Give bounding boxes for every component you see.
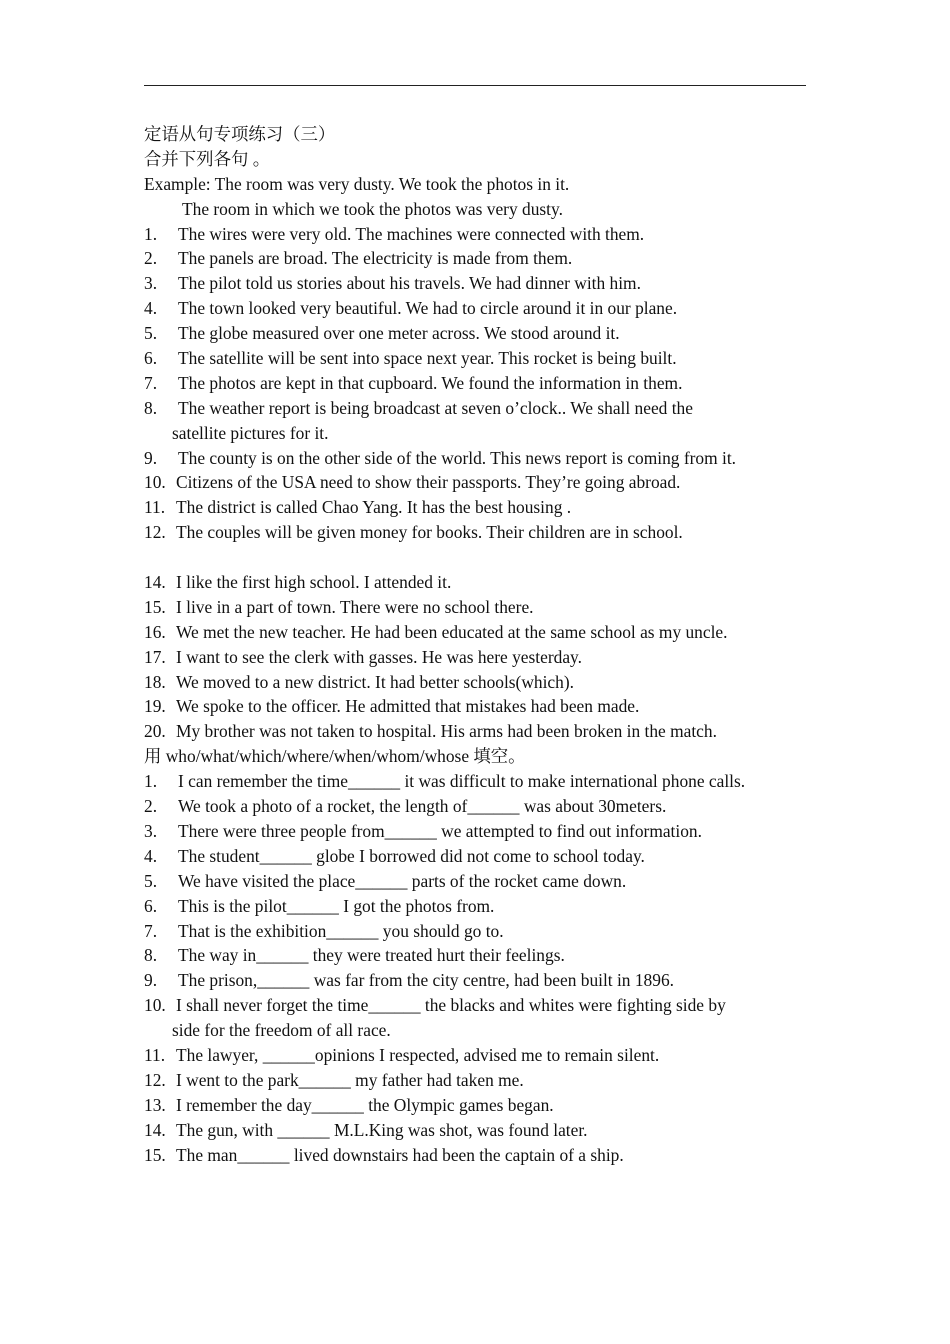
list-item — [144, 396, 814, 421]
item-text: We met the new teacher. He had been educated at the same school as my uncle. — [176, 621, 728, 642]
list-item — [144, 719, 814, 744]
item-text: The district is called Chao Yang. It has the best housing . — [176, 497, 572, 518]
item-text: The couples will be given money for books. Their children are in school. — [176, 522, 683, 543]
list-item — [144, 844, 814, 869]
item-text: I went to the park______ my father had taken me. — [176, 1069, 524, 1090]
section2-instruction: 用 who/what/which/where/when/whom/whose 填空。 — [144, 746, 526, 767]
header-rule — [144, 85, 806, 86]
item-number: 7. — [144, 920, 158, 941]
list-item — [144, 670, 814, 695]
item-number: 9. — [144, 970, 158, 991]
list-item — [144, 919, 814, 944]
item-number: 8. — [144, 945, 158, 966]
list-item — [144, 1093, 814, 1118]
item-number: 10. — [144, 472, 166, 493]
example-sentence: Example: The room was very dusty. We took the photos in it. — [144, 173, 570, 194]
list-item — [144, 570, 814, 595]
list-item — [144, 620, 814, 645]
item-number: 13. — [144, 1094, 166, 1115]
list-item — [144, 943, 814, 968]
item-text: My brother was not taken to hospital. His arms had been broken in the match. — [176, 721, 717, 742]
list-item — [144, 595, 814, 620]
item-text: The student______ globe I borrowed did not come to school today. — [178, 845, 645, 866]
item-number: 9. — [144, 447, 158, 468]
item-text: The pilot told us stories about his travels. We had dinner with him. — [178, 273, 641, 294]
item-number: 1. — [144, 771, 158, 792]
blank-line — [144, 545, 814, 570]
list-item — [144, 271, 814, 296]
item-text: The globe measured over one meter across. We stood around it. — [178, 323, 620, 344]
item-text: The wires were very old. The machines were connected with them. — [178, 223, 645, 244]
item-text: The town looked very beautiful. We had to circle around it in our plane. — [178, 298, 678, 319]
section1-instruction: 合并下列各句 。 — [144, 148, 271, 169]
item-text: The man______ lived downstairs had been the captain of a ship. — [176, 1144, 624, 1165]
page-title: 定语从句专项练习（三） — [144, 124, 336, 144]
example-answer: The room in which we took the photos was very dusty. — [182, 198, 563, 219]
item-number: 15. — [144, 1144, 166, 1165]
item-number: 12. — [144, 522, 166, 543]
item-text: I live in a part of town. There were no school there. — [176, 596, 534, 617]
item-text: I like the first high school. I attended it. — [176, 572, 452, 593]
item-text: I remember the day______ the Olympic games began. — [176, 1094, 554, 1115]
list-item — [144, 246, 814, 271]
item-number: 15. — [144, 596, 166, 617]
item-text: I shall never forget the time______ the blacks and whites were fighting side by — [176, 995, 726, 1016]
item-text: There were three people from______ we attempted to find out information. — [178, 820, 702, 841]
item-continuation: side for the freedom of all race. — [172, 1020, 391, 1041]
list-item — [144, 520, 814, 545]
list-item — [144, 894, 814, 919]
item-number: 5. — [144, 323, 158, 344]
item-text: The lawyer, ______opinions I respected, advised me to remain silent. — [176, 1044, 660, 1065]
list-item — [144, 446, 814, 471]
item-number: 14. — [144, 572, 166, 593]
item-number: 11. — [144, 1044, 166, 1065]
item-text: Citizens of the USA need to show their passports. They’re going abroad. — [176, 472, 681, 493]
item-text: The weather report is being broadcast at seven o’clock.. We shall need the — [178, 397, 693, 418]
item-number: 19. — [144, 696, 166, 717]
item-text: We took a photo of a rocket, the length of______ was about 30meters. — [178, 796, 667, 817]
item-number: 2. — [144, 796, 158, 817]
item-continuation: satellite pictures for it. — [172, 422, 329, 443]
list-item — [144, 321, 814, 346]
item-number: 2. — [144, 248, 158, 269]
item-text: The panels are broad. The electricity is made from them. — [178, 248, 573, 269]
item-number: 5. — [144, 870, 158, 891]
list-item — [144, 968, 814, 993]
item-number: 16. — [144, 621, 166, 642]
list-item — [144, 470, 814, 495]
item-text: This is the pilot______ I got the photos from. — [178, 895, 495, 916]
item-number: 20. — [144, 721, 166, 742]
item-number: 10. — [144, 995, 166, 1016]
item-number: 17. — [144, 646, 166, 667]
list-item — [144, 1143, 814, 1168]
list-item — [144, 794, 814, 819]
item-text: We spoke to the officer. He admitted that mistakes had been made. — [176, 696, 640, 717]
list-item — [144, 346, 814, 371]
item-number: 6. — [144, 348, 158, 369]
list-item — [144, 371, 814, 396]
item-text: The satellite will be sent into space next year. This rocket is being built. — [178, 348, 677, 369]
list-item — [144, 1068, 814, 1093]
list-item — [144, 1043, 814, 1068]
item-text: The county is on the other side of the world. This news report is coming from it. — [178, 447, 737, 468]
item-text: The gun, with ______ M.L.King was shot, was found later. — [176, 1119, 588, 1140]
item-number: 3. — [144, 820, 158, 841]
item-text: That is the exhibition______ you should go to. — [178, 920, 504, 941]
list-item — [144, 769, 814, 794]
item-text: I can remember the time______ it was difficult to make international phone calls. — [178, 771, 746, 792]
list-item — [144, 1118, 814, 1143]
item-number: 4. — [144, 845, 158, 866]
item-text: The way in______ they were treated hurt their feelings. — [178, 945, 565, 966]
list-item — [144, 869, 814, 894]
item-number: 18. — [144, 671, 166, 692]
list-item — [144, 222, 814, 247]
list-item — [144, 819, 814, 844]
item-number: 4. — [144, 298, 158, 319]
item-text: The prison,______ was far from the city centre, had been built in 1896. — [178, 970, 674, 991]
item-number: 14. — [144, 1119, 166, 1140]
document-body — [144, 122, 814, 1167]
item-number: 11. — [144, 497, 166, 518]
item-text: We have visited the place______ parts of the rocket came down. — [178, 870, 627, 891]
list-item — [144, 993, 814, 1018]
list-item — [144, 645, 814, 670]
list-item — [144, 296, 814, 321]
list-item — [144, 495, 814, 520]
item-text: The photos are kept in that cupboard. We found the information in them. — [178, 372, 683, 393]
item-text: We moved to a new district. It had better schools(which). — [176, 671, 574, 692]
item-number: 8. — [144, 397, 158, 418]
list-item — [144, 694, 814, 719]
item-text: I want to see the clerk with gasses. He was here yesterday. — [176, 646, 582, 667]
item-number: 6. — [144, 895, 158, 916]
item-number: 3. — [144, 273, 158, 294]
item-number: 12. — [144, 1069, 166, 1090]
item-number: 7. — [144, 372, 158, 393]
item-number: 1. — [144, 223, 158, 244]
